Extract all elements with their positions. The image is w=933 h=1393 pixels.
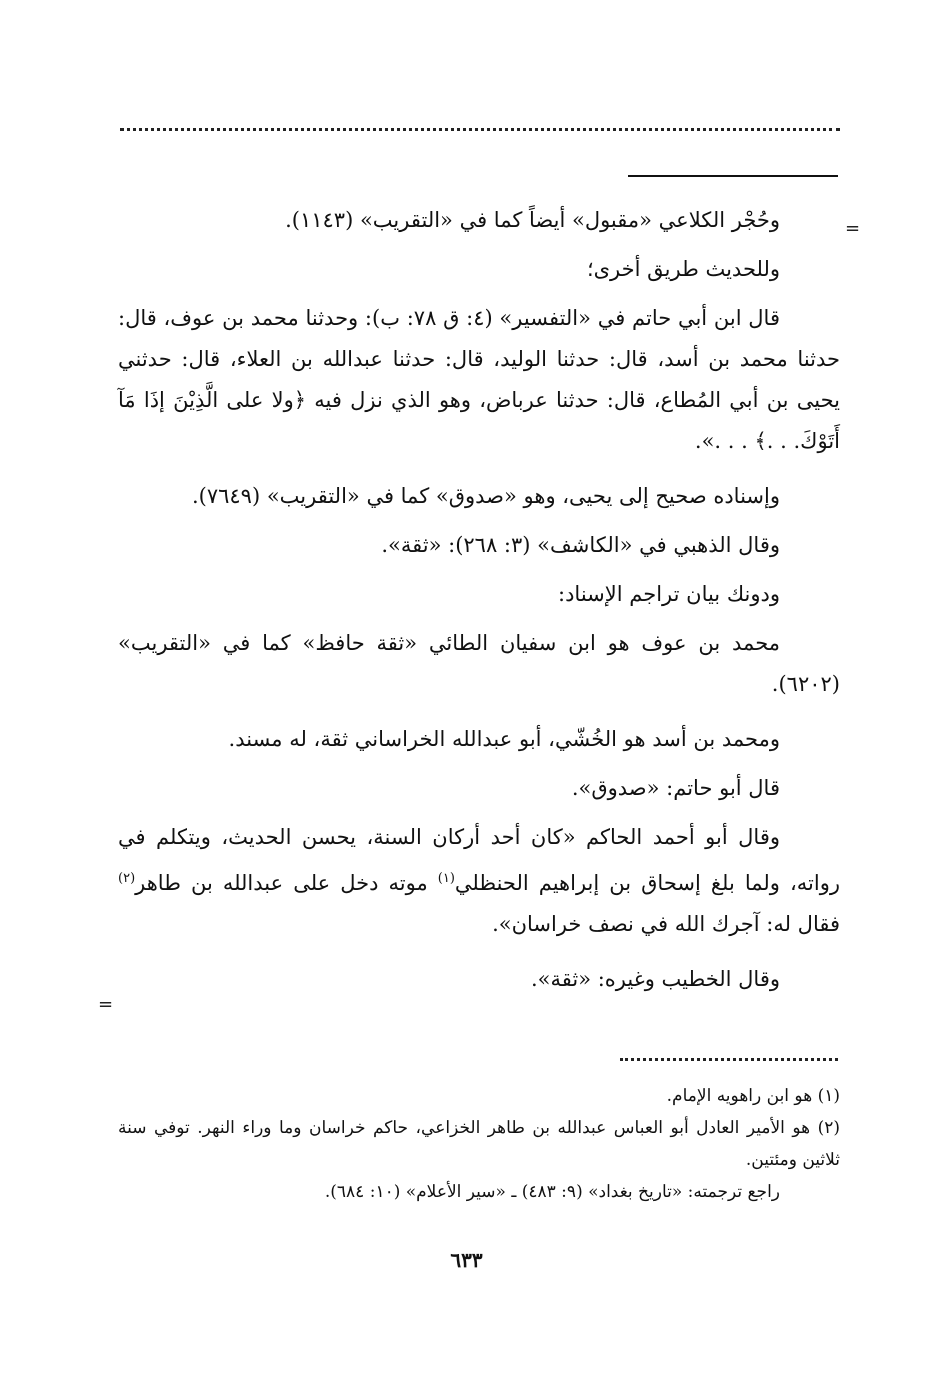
main-text — [118, 200, 840, 1008]
continuation-mark-top: = — [845, 218, 861, 239]
paragraph-dhahabi: وقال الذهبي في «الكاشف» (٣: ٢٦٨): «ثقة». — [381, 533, 780, 557]
footnotes — [118, 1080, 840, 1208]
paragraph-kalai: وحُجْر الكلاعي «مقبول» أيضاً كما في «التقريب» (١١٤٣). — [285, 208, 780, 232]
paragraph-other-route: وللحديث طريق أخرى؛ — [586, 257, 780, 281]
footnote-1: (١) هو ابن راهويه الإمام. — [666, 1086, 840, 1106]
hakim-text-part3: فقال له: آجرك الله في نصف خراسان». — [492, 912, 840, 936]
hakim-text-part2: موته دخل على عبدالله بن طاهر — [135, 871, 438, 895]
page-number: ٦٣٣ — [450, 1248, 483, 1272]
continuation-mark-bottom: = — [98, 994, 114, 1015]
paragraph-khatib: وقال الخطيب وغيره: «ثقة». — [530, 967, 780, 991]
paragraph-abu-ahmad-hakim — [118, 817, 840, 945]
footnote-ref-1: (١) — [437, 871, 455, 886]
footnote-dotted-separator — [620, 1058, 838, 1061]
paragraph-isnad-sahih: وإسناده صحيح إلى يحيى، وهو «صدوق» كما في «التقريب» (٧٦٤٩). — [191, 484, 780, 508]
top-rule-line — [628, 175, 838, 177]
paragraph-muhammad-ibn-awf: محمد بن عوف هو ابن سفيان الطائي «ثقة حافظ» كما في «التقريب» (٦٢٠٢). — [118, 631, 840, 696]
footnote-2-reference: راجع ترجمته: «تاريخ بغداد» (٩: ٤٨٣) ـ «سير الأعلام» (١٠: ٦٨٤). — [324, 1182, 780, 1202]
hakim-text-part1: وقال أبو أحمد الحاكم «كان أحد أركان السنة، يحسن الحديث، ويتكلم في رواته، ولما بلغ إسحاق بن إبراهيم الحنظلي — [118, 825, 840, 895]
paragraph-muhammad-ibn-asad: ومحمد بن أسد هو الخُشّي، أبو عبدالله الخراساني ثقة، له مسند. — [228, 727, 780, 751]
paragraph-ibn-abi-hatim: قال ابن أبي حاتم في «التفسير» (٤: ق ٧٨: ب): وحدثنا محمد بن عوف، قال: حدثنا محمد بن أسد، قال: حدثنا الوليد، قال: حدثنا عبدالله بن العلاء، قال: حدثني يحيى بن أبي المُطاع، قال: حدثنا عرباض، وهو الذي نزل فيه ﴿ولا على الَّذِيْنَ إذَا مَآ أَتَوْكَ. . .﴾ . . .». — [118, 306, 840, 453]
paragraph-abu-hatim: قال أبو حاتم: «صدوق». — [571, 776, 780, 800]
paragraph-tarajim-heading: ودونك بيان تراجم الإسناد: — [558, 582, 780, 606]
footnote-ref-2: (٢) — [118, 871, 136, 886]
top-dotted-separator — [120, 128, 840, 131]
footnote-2: (٢) هو الأمير العادل أبو العباس عبدالله بن طاهر الخزاعي، حاكم خراسان وما وراء النهر. توفي سنة ثلاثين ومئتين. — [118, 1118, 840, 1170]
